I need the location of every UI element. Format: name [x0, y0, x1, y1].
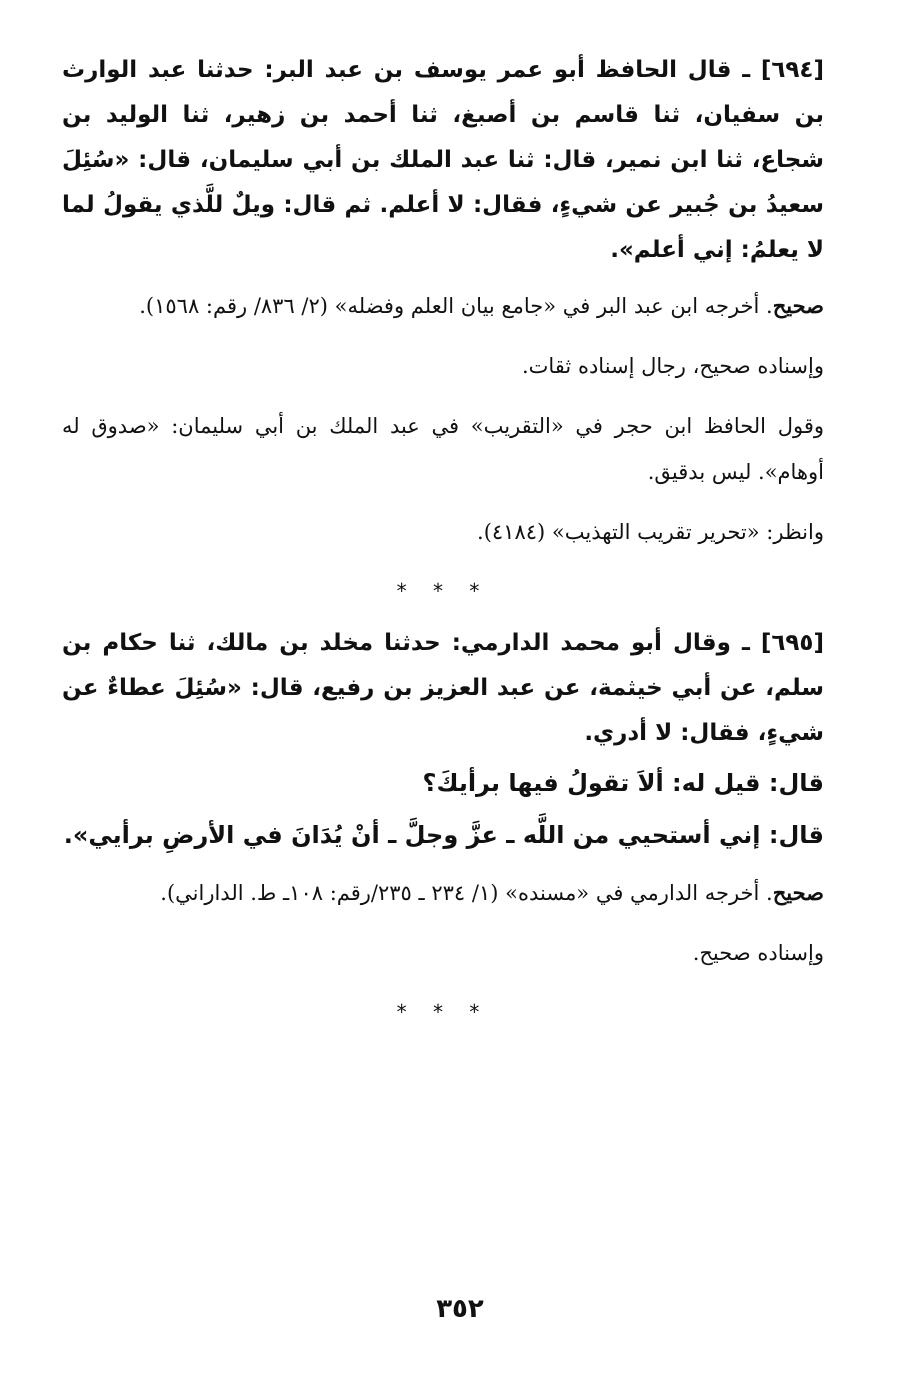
entry-694 — [62, 48, 824, 555]
section-separator: * * * — [396, 1000, 490, 1024]
entry-narration: ـ قال الحافظ أبو عمر يوسف بن عبد البر: حدثنا عبد الوارث بن سفيان، ثنا قاسم بن أصبغ، ثنا أحمد بن زهير، ثنا الوليد بن شجاع، ثنا ابن نمير، قال: ثنا عبد الملك بن أبي سليمان، قال: «سُئِلَ سعيدُ بن جُبير عن شيءٍ، فقال: لا أعلم. ثم قال: ويلٌ للَّذي يقولُ لما لا يعلمُ: إني أعلم». — [62, 57, 824, 263]
entry-695 — [62, 621, 824, 976]
note-text: وإسناده صحيح. — [692, 941, 824, 965]
dialogue-line: قال: إني أستحيي من اللَّه ـ عزَّ وجلَّ ـ أنْ يُدَانَ في الأرضِ برأيي». — [63, 821, 824, 849]
isnad-note — [62, 343, 824, 389]
note-text: وانظر: «تحرير تقريب التهذيب» (٤١٨٤). — [477, 520, 824, 544]
dialogue-line: قال: قيل له: ألاَ تقولُ فيها برأيكَ؟ — [422, 769, 824, 797]
note-text: وإسناده صحيح، رجال إسناده ثقات. — [521, 354, 824, 378]
entry-paragraph — [62, 48, 824, 273]
grading-note — [62, 870, 824, 916]
entry-number: [٦٩٤] — [760, 57, 824, 83]
entry-paragraph — [62, 621, 824, 756]
grading-note — [62, 283, 824, 329]
grading-label: صحيح — [772, 293, 824, 318]
isnad-note — [62, 930, 824, 976]
page-body — [62, 48, 824, 1042]
reference-note — [62, 509, 824, 555]
section-separator: * * * — [396, 579, 490, 603]
note-text: . أخرجه ابن عبد البر في «جامع بيان العلم وفضله» (٢/ ٨٣٦/ رقم: ١٥٦٨). — [139, 294, 773, 318]
page-number: ٣٥٢ — [436, 1294, 484, 1324]
narrator-note — [62, 403, 824, 495]
note-text: . أخرجه الدارمي في «مسنده» (١/ ٢٣٤ ـ ٢٣٥/رقم: ١٠٨ـ ط. الداراني). — [160, 881, 773, 905]
entry-number: [٦٩٥] — [760, 630, 824, 656]
grading-label: صحيح — [772, 880, 824, 905]
note-text: وقول الحافظ ابن حجر في «التقريب» في عبد الملك بن أبي سليمان: «صدوق له أوهام». ليس بدقيق. — [62, 414, 824, 484]
entry-narration: ـ وقال أبو محمد الدارمي: حدثنا مخلد بن مالك، ثنا حكام بن سلم، عن أبي خيثمة، عن عبد العزيز بن رفيع، قال: «سُئِلَ عطاءٌ عن شيءٍ، فقال: لا أدري. — [62, 630, 824, 746]
